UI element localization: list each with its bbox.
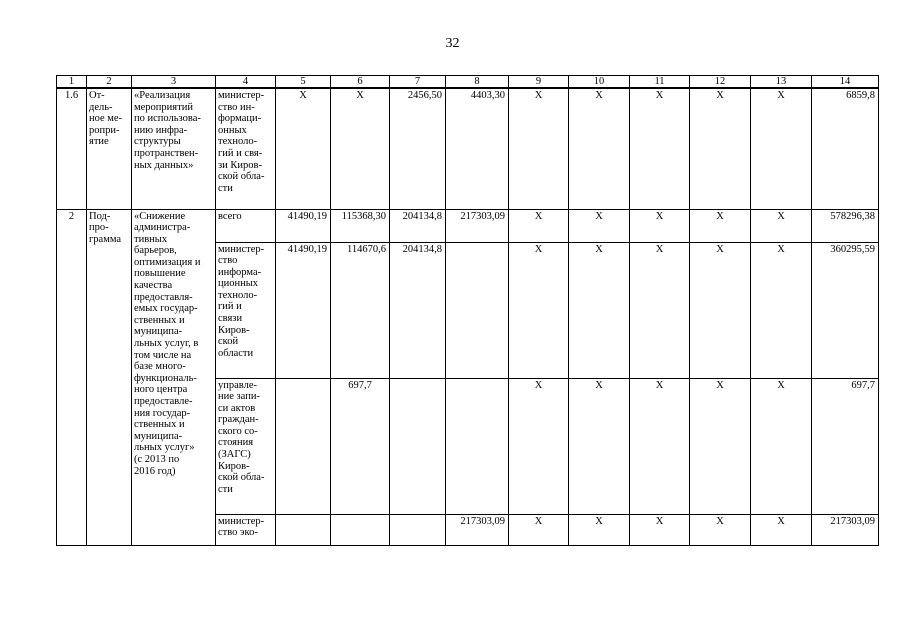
value-cell: X [509,378,569,514]
row-number: 1.6 [57,88,87,209]
value-cell: X [509,209,569,242]
value-cell: X [751,514,812,545]
header-cell: 8 [446,76,509,89]
header-cell: 10 [569,76,630,89]
value-cell [390,514,446,545]
value-cell [276,378,331,514]
value-cell: X [690,378,751,514]
value-cell: 2456,50 [390,88,446,209]
row-type: Под- про- грамма [87,209,132,545]
row-number: 2 [57,209,87,545]
value-cell: X [690,209,751,242]
value-cell: 697,7 [331,378,390,514]
value-cell [446,242,509,378]
total-cell: 217303,09 [812,514,879,545]
value-cell: X [630,209,690,242]
total-cell: 578296,38 [812,209,879,242]
value-cell [331,514,390,545]
value-cell: X [569,209,630,242]
header-cell: 14 [812,76,879,89]
header-cell: 9 [509,76,569,89]
value-cell: X [630,378,690,514]
page-number: 32 [445,36,460,51]
value-cell [276,514,331,545]
value-cell: X [690,514,751,545]
value-cell: 41490,19 [276,242,331,378]
value-cell: 204134,8 [390,242,446,378]
row-executor: министер- ство эко- [216,514,276,545]
header-cell: 11 [630,76,690,89]
header-cell: 2 [87,76,132,89]
header-cell: 5 [276,76,331,89]
header-cell: 7 [390,76,446,89]
row-executor: всего [216,209,276,242]
header-cell: 12 [690,76,751,89]
value-cell: X [751,378,812,514]
header-cell: 1 [57,76,87,89]
value-cell: 217303,09 [446,514,509,545]
value-cell: 217303,09 [446,209,509,242]
table-row [57,88,879,209]
value-cell: X [331,88,390,209]
header-cell: 6 [331,76,390,89]
value-cell: X [276,88,331,209]
header-row [57,76,879,89]
value-cell: X [690,88,751,209]
value-cell: X [569,378,630,514]
value-cell: X [751,88,812,209]
row-executor: министер- ство ин- формаци- онных техноло- гий и свя- зи Киров- ской обла- сти [216,88,276,209]
value-cell: X [630,242,690,378]
value-cell: X [690,242,751,378]
value-cell: 4403,30 [446,88,509,209]
row-executor: управле- ние запи- си актов граждан- ского со- стояния (ЗАГС) Киров- ской обла- сти [216,378,276,514]
total-cell: 697,7 [812,378,879,514]
value-cell [446,378,509,514]
value-cell: X [509,242,569,378]
value-cell: 114670,6 [331,242,390,378]
row-title: «Снижение администра- тивных барьеров, оптимизация и повышение качества предоставля- емых государ- ственных и муниципа- льных услуг, в том числе на базе много- функциональ- ного центра предоставле- ния государ- ственных и муниципа- льных услуг» (с 2013 по 2016 год) [132,209,216,545]
value-cell: X [751,209,812,242]
row-type: От- дель- ное ме- ропри- ятие [87,88,132,209]
value-cell: 41490,19 [276,209,331,242]
value-cell: X [509,88,569,209]
value-cell: X [569,514,630,545]
value-cell: X [630,514,690,545]
budget-table [56,75,879,546]
value-cell [390,378,446,514]
header-cell: 3 [132,76,216,89]
header-cell: 13 [751,76,812,89]
value-cell: X [751,242,812,378]
value-cell: X [509,514,569,545]
value-cell: 204134,8 [390,209,446,242]
value-cell: X [569,242,630,378]
header-cell: 4 [216,76,276,89]
value-cell: X [630,88,690,209]
value-cell: X [569,88,630,209]
row-title: «Реализация мероприятий по использова- нию инфра- структуры протранствен- ных данных» [132,88,216,209]
total-cell: 360295,59 [812,242,879,378]
value-cell: 115368,30 [331,209,390,242]
row-executor: министер- ство информа- ционных техноло- гий и связи Киров- ской области [216,242,276,378]
table-row [57,209,879,242]
total-cell: 6859,8 [812,88,879,209]
